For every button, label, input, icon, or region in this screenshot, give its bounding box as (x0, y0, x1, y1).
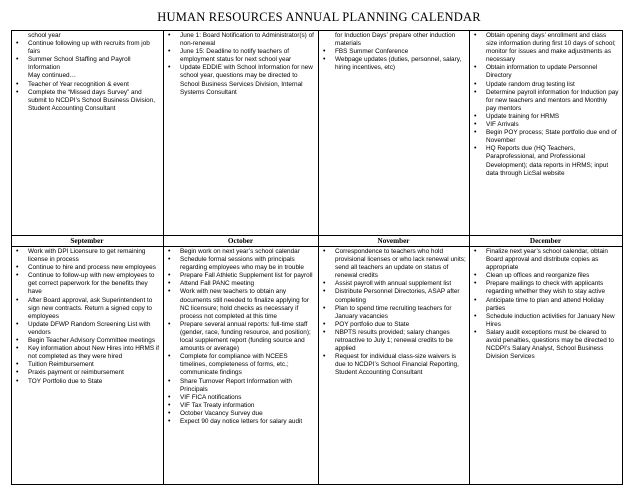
calendar-table (11, 30, 623, 485)
list-item: • After Board approval, ask Superintendent to sign new contracts. Return a signed copy to employees (14, 297, 160, 321)
month-header-october: October (164, 236, 319, 247)
month-header-december: December (470, 236, 623, 247)
month-cell-september (12, 247, 164, 485)
continued-text: May continued… (28, 72, 76, 80)
list-item: • Obtain information to update Personnel Directory (472, 64, 619, 80)
list-item: • Praxis payment or reimbursement (14, 369, 160, 377)
list-item: • VIF Tax Treaty information (166, 402, 315, 410)
list-item: • June 1: Board Notification to Administrator(s) of non-renewal (166, 32, 315, 48)
continued-cell-3 (319, 31, 470, 236)
list-item: • Share Turnover Report Information with Principals (166, 378, 315, 394)
list-item: • Begin POY process; State portfolio due end of November (472, 129, 619, 145)
list-item: • Anticipate time to plan and attend Holiday parties (472, 297, 619, 313)
list-item: • Update training for HRMS (472, 113, 619, 121)
list-item: • Request for individual class-size waivers is due to NCDPI’s School Financial Reporting, Student Accounting Consultant (321, 353, 466, 377)
list-item: • Correspondence to teachers who hold provisional licenses or who lack renewal units; send all teachers an update on status of renewal credits (321, 248, 466, 280)
list-item: • Update DFWP Random Screening List with vendors (14, 321, 160, 337)
list-item: • Key information about New Hires into HRMS if not completed as they were hired (14, 345, 160, 361)
continued-text: school year (28, 32, 61, 39)
list-item: • TOY Portfolio due to State (14, 378, 160, 386)
list-item: • Plan to spend time recruiting teachers for January vacancies (321, 305, 466, 321)
month-header-november: November (319, 236, 470, 247)
list-item: • FBS Summer Conference (321, 48, 466, 56)
list-item: • Tuition Reimbursement (14, 361, 160, 369)
list-item: • Distribute Personnel Directories, ASAP after completing (321, 288, 466, 304)
list-item: • Begin Teacher Advisory Committee meetings (14, 337, 160, 345)
list-item: • Schedule formal sessions with principals regarding employees who may be in trouble (166, 256, 315, 272)
list-item: • Prepare Fall Athletic Supplement list for payroll (166, 272, 315, 280)
continued-cell-1 (12, 31, 164, 236)
list-item: • Teacher of Year recognition & event (14, 81, 160, 89)
list-item: • Clean up offices and reorganize files (472, 272, 619, 280)
list-item: • HQ Reports due (HQ Teachers, Paraprofessional, and Professional Development); data reports in HRMS; input data through LicSal website (472, 145, 619, 177)
continued-row (12, 31, 623, 236)
continued-text: for Induction Days’ prepare other induction materials (335, 32, 456, 48)
list-item: • Continue to hire and process new employees (14, 264, 160, 272)
list-item: • Determine payroll information for Induction pay for new teachers and mentors and Monthly pay mentors (472, 89, 619, 113)
list-item: • Update EDDIE with School Information for new school year, questions may be directed to School Business Services Division, Internal Systems Consultant (166, 64, 315, 96)
list-item: • Obtain opening days’ enrollment and class size information during first 10 days of school; monitor for issues and make adjustments as necessary (472, 32, 619, 64)
list-item: • Work with DPI Licensure to get remaining license in process (14, 248, 160, 264)
month-cell-october (164, 247, 319, 485)
list-item: • Continue to follow-up with new employees to get correct paperwork for the benefits they have (14, 272, 160, 296)
list-item: • Finalize next year’s school calendar, obtain Board approval and distribute copies as appropriate (472, 248, 619, 272)
list-item: • Complete the “Missed days Survey” and submit to NCDPI’s School Business Division, Student Accounting Consultant (14, 89, 160, 113)
list-item: • Schedule induction activities for January New Hires (472, 313, 619, 329)
list-item: • VIF Arrivals (472, 121, 619, 129)
list-item: • Summer School Staffing and Payroll Information (14, 56, 160, 72)
list-item: • October Vacancy Survey due (166, 410, 315, 418)
list-item: • June 15: Deadline to notify teachers of employment status for next school year (166, 48, 315, 64)
continued-cell-2 (164, 31, 319, 236)
list-item: • Assist payroll with annual supplement list (321, 280, 466, 288)
list-item: • Prepare mailings to check with applicants regarding whether they wish to stay active (472, 280, 619, 296)
list-item: • VIF FICA notifications (166, 394, 315, 402)
list-item: • Webpage updates (duties, personnel, salary, hiring incentives, etc) (321, 56, 466, 72)
list-item: • Continue following up with recruits from job fairs (14, 40, 160, 56)
list-item: • Work with new teachers to obtain any documents still needed to finalize applying for NC licensure; hold checks as necessary if process not completed at this time (166, 288, 315, 320)
month-content-row (12, 247, 623, 485)
list-item: • Expect 90 day notice letters for salary audit (166, 418, 315, 426)
month-header-row (12, 236, 623, 247)
month-cell-december (470, 247, 623, 485)
list-item: • Begin work on next year’s school calendar (166, 248, 315, 256)
list-item: • Prepare several annual reports: full-time staff (gender, race, funding resource, and position); local supplement report (funding source and amounts or average) (166, 321, 315, 353)
list-item: • NBPTS results provided; salary changes retroactive to July 1; renewal credits to be applied (321, 329, 466, 353)
list-item: • Salary audit exceptions must be cleared to avoid penalties, questions may be directed to NCDPI’s Salary Analyst, School Business Division Services (472, 329, 619, 361)
month-cell-november (319, 247, 470, 485)
list-item: • Update random drug testing list (472, 81, 619, 89)
list-item: • Complete for compliance with NCEES timelines, completeness of forms, etc.; communicate findings (166, 353, 315, 377)
list-item: • Attend Fall PANC meeting (166, 280, 315, 288)
month-header-september: September (12, 236, 164, 247)
continued-cell-4 (470, 31, 623, 236)
page-title: HUMAN RESOURCES ANNUAL PLANNING CALENDAR (157, 10, 481, 24)
list-item: • POY portfolio due to State (321, 321, 466, 329)
